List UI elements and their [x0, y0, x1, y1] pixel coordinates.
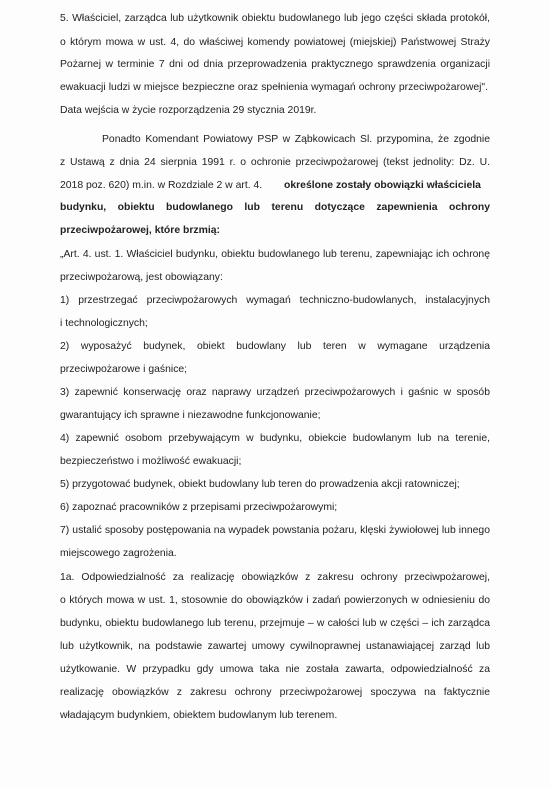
- text-line: Data wejścia w życie rozporządzenia 29 stycznia 2019r.: [60, 105, 317, 116]
- list-item: przeciwpożarowe i gaśnice;: [60, 364, 188, 375]
- text-line: Pożarnej w terminie 7 dni od dnia przeprowadzenia praktycznego sprawdzenia organizacji: [60, 59, 490, 70]
- bold-text-line: budynku, obiektu budowlanego lub terenu dotyczące zapewnienia ochrony: [60, 202, 490, 213]
- list-item: 5) przygotować budynek, obiekt budowlany lub teren do prowadzenia akcji ratowniczej;: [60, 479, 460, 490]
- text-line: lub użytkownik, na podstawie zawartej umowy cywilnoprawnej ustanawiającej zarząd lub: [60, 641, 490, 652]
- text-line: Ponadto Komendant Powiatowy PSP w Ząbkowicach Śl. przypomina, że zgodnie: [102, 134, 490, 145]
- list-item: gwarantujący ich sprawne i niezawodne funkcjonowanie;: [60, 410, 321, 421]
- text-line: przeciwpożarową, jest obowiązany:: [60, 272, 223, 283]
- list-item: bezpieczeństwo i możliwość ewakuacji;: [60, 456, 242, 467]
- text-line: budynku, obiektu budowlanego lub terenu, przejmuje – w całości lub w części – ich zarządca: [60, 618, 490, 629]
- list-item: 3) zapewnić konserwację oraz naprawy urządzeń przeciwpożarowych i gaśnic w sposób: [60, 387, 490, 398]
- text-line: o którym mowa w ust. 4, do właściwej komendy powiatowej (miejskiej) Państwowej Straży: [60, 37, 490, 48]
- list-item: miejscowego zagrożenia.: [60, 548, 177, 559]
- list-item: 4) zapewnić osobom przebywającym w budynku, obiekcie budowlanym lub na terenie,: [60, 433, 490, 444]
- text-line: „Art. 4. ust. 1. Właściciel budynku, obiektu budowlanego lub terenu, zapewniając ich ochronę: [60, 249, 490, 260]
- list-item: 1) przestrzegać przeciwpożarowych wymagań techniczno-budowlanych, instalacyjnych: [60, 295, 490, 306]
- list-item: i technologicznych;: [60, 318, 148, 329]
- list-item: 7) ustalić sposoby postępowania na wypadek powstania pożaru, klęski żywiołowej lub innego: [60, 525, 490, 536]
- bold-text-line: przeciwpożarowej, które brzmią:: [60, 225, 220, 236]
- text-line: władającym budynkiem, obiektem budowlanym lub terenem.: [60, 710, 338, 721]
- text-line: 5. Właściciel, zarządca lub użytkownik obiektu budowlanego lub jego części składa protokół,: [60, 13, 490, 24]
- text-line: ewakuacji ludzi w miejsce bezpieczne oraz spełnienia wymagań ochrony przeciwpożarowej".: [60, 82, 488, 93]
- text-line: 2018 poz. 620) m.in. w Rozdziale 2 w art. 4.: [60, 180, 263, 191]
- text-line: o których mowa w ust. 1, stosownie do obowiązków i zadań powierzonych w odniesieniu do: [60, 595, 490, 606]
- text-line: użytkowanie. W przypadku gdy umowa taka nie została zawarta, odpowiedzialność za: [60, 664, 490, 675]
- text-line: realizację obowiązków z zakresu ochrony przeciwpożarowej spoczywa na faktycznie: [60, 687, 490, 698]
- text-line: z Ustawą z dnia 24 sierpnia 1991 r. o ochronie przeciwpożarowej (tekst jednolity: Dz. U.: [60, 157, 490, 168]
- text-line: 1a. Odpowiedzialność za realizację obowiązków z zakresu ochrony przeciwpożarowej,: [60, 572, 490, 583]
- bold-text-line: określone zostały obowiązki właściciela: [284, 180, 481, 191]
- list-item: 2) wyposażyć budynek, obiekt budowlany lub teren w wymagane urządzenia: [60, 341, 490, 352]
- list-item: 6) zapoznać pracowników z przepisami przeciwpożarowymi;: [60, 502, 338, 513]
